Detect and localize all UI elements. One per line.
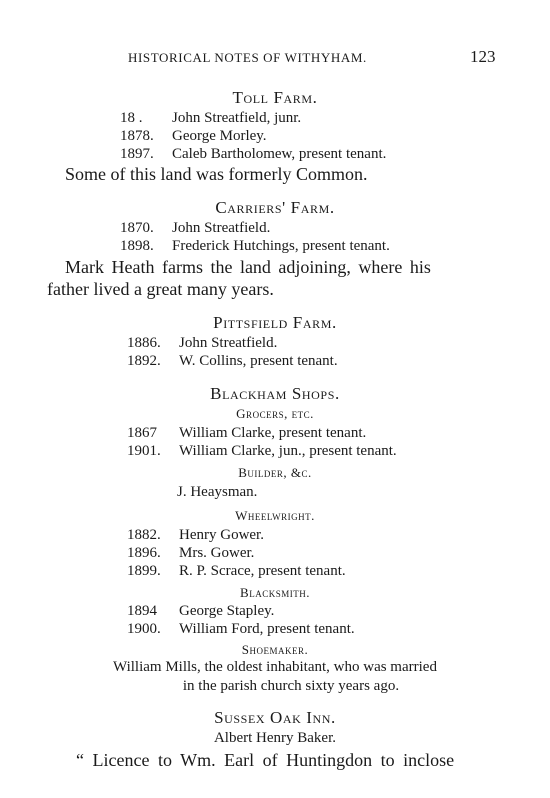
entry-name: Caleb Bartholomew, present tenant. (172, 146, 387, 162)
entry-name: John Streatfield, junr. (172, 110, 302, 126)
entry-name: George Morley. (172, 128, 267, 144)
entry-name: John Streatfield. (179, 335, 278, 351)
inn-keeper-name: Albert Henry Baker. (213, 730, 337, 746)
running-title: HISTORICAL NOTES OF WITHYHAM. (128, 50, 367, 65)
list-item (120, 238, 390, 255)
entry-year: 18 . (120, 110, 143, 126)
entry-name: Mrs. Gower. (179, 545, 255, 561)
section-heading-sussex-oak-inn: Sussex Oak Inn. (214, 708, 336, 727)
entry-year: 1882. (127, 527, 161, 543)
entry-year: 1901. (127, 443, 161, 459)
list-item (127, 621, 355, 638)
entry-name: William Ford, present tenant. (179, 621, 355, 637)
carriers-farm-note-line2: father lived a great many years. (47, 279, 274, 299)
entry-year: 1867 (127, 425, 157, 441)
entry-year: 1894 (127, 603, 157, 619)
section-heading-carriers-farm: Carriers' Farm. (215, 198, 335, 217)
entry-year: 1899. (127, 563, 161, 579)
entry-year: 1896. (127, 545, 161, 561)
entry-year: 1870. (120, 220, 154, 236)
list-item (120, 146, 386, 163)
subheading-shoemaker: Shoemaker. (241, 642, 309, 657)
list-item (120, 128, 267, 145)
entry-name: William Clarke, jun., present tenant. (179, 443, 397, 459)
entry-year: 1900. (127, 621, 161, 637)
list-item (120, 110, 301, 127)
list-item (127, 563, 346, 580)
shoemaker-note-line1: William Mills, the oldest inhabitant, who was married (113, 659, 437, 675)
carriers-farm-note-line1: Mark Heath farms the land adjoining, where his (65, 257, 431, 277)
page-number: 123 (470, 47, 496, 66)
list-item (127, 353, 338, 370)
list-item (127, 425, 366, 442)
entry-name: Henry Gower. (179, 527, 264, 543)
subheading-blacksmith: Blacksmith. (240, 585, 310, 600)
list-item (127, 527, 264, 544)
entry-name: R. P. Scrace, present tenant. (179, 563, 346, 579)
section-heading-pittsfield-farm: Pittsfield Farm. (213, 313, 337, 332)
entry-year: 1898. (120, 238, 154, 254)
subheading-grocers: Grocers, etc. (236, 406, 314, 421)
entry-name: Frederick Hutchings, present tenant. (172, 238, 390, 254)
toll-farm-note: Some of this land was formerly Common. (65, 164, 368, 184)
section-heading-toll-farm: Toll Farm. (232, 88, 318, 107)
list-item (127, 335, 277, 352)
section-heading-blackham-shops: Blackham Shops. (210, 384, 340, 403)
entry-name: W. Collins, present tenant. (179, 353, 338, 369)
entry-name: George Stapley. (179, 603, 275, 619)
entry-year: 1886. (127, 335, 161, 351)
entry-year: 1897. (120, 146, 154, 162)
entry-name: John Streatfield. (172, 220, 271, 236)
list-item (120, 220, 270, 237)
entry-year: 1892. (127, 353, 161, 369)
entry-year: 1878. (120, 128, 154, 144)
closing-line: “ Licence to Wm. Earl of Huntingdon to inclose (76, 750, 455, 770)
entry-name: William Clarke, present tenant. (179, 425, 367, 441)
subheading-builder: Builder, &c. (238, 465, 312, 480)
subheading-wheelwright: Wheelwright. (235, 508, 315, 523)
list-item (127, 443, 397, 460)
builder-name: J. Heaysman. (177, 484, 258, 500)
list-item (127, 603, 274, 620)
list-item (127, 545, 254, 562)
shoemaker-note-line2: in the parish church sixty years ago. (182, 678, 400, 694)
